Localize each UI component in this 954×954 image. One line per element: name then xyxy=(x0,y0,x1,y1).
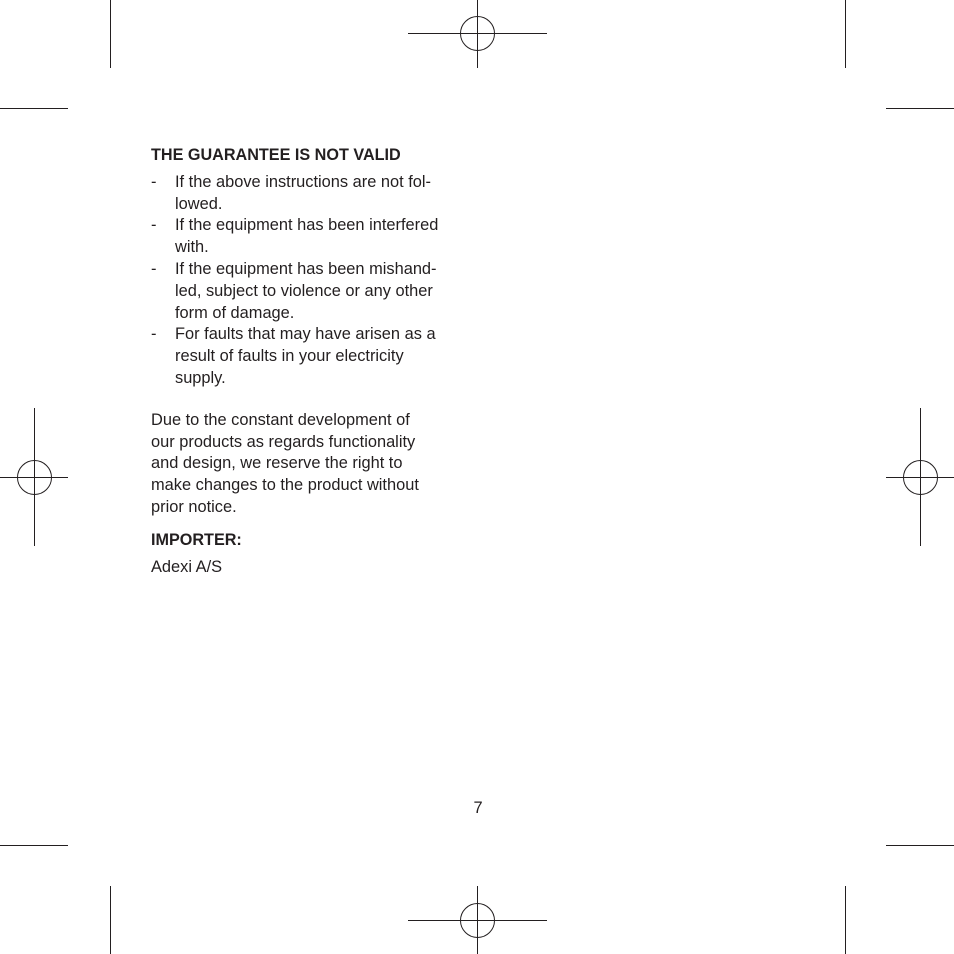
list-item-line: result of faults in your electricity xyxy=(175,347,404,366)
list-item-line: lowed. xyxy=(175,194,223,213)
registration-mark-right xyxy=(886,408,954,546)
registration-mark-left xyxy=(0,408,68,546)
list-item-line: If the equipment has been interfered xyxy=(175,216,439,235)
importer-name: Adexi A/S xyxy=(151,557,223,576)
list-item xyxy=(151,172,461,216)
list-item xyxy=(151,324,461,389)
list-item-line: led, subject to violence or any other xyxy=(175,281,433,300)
list-dash: - xyxy=(151,216,157,235)
notice-line: our products as regards functionality xyxy=(151,432,416,451)
list-item xyxy=(151,259,461,324)
list-item-line: If the equipment has been mishand- xyxy=(175,259,437,278)
list-item xyxy=(151,215,461,259)
page-number: 7 xyxy=(473,799,483,817)
page-content xyxy=(151,145,461,578)
guarantee-heading: THE GUARANTEE IS NOT VALID xyxy=(151,146,401,164)
list-item-line: For faults that may have arisen as a xyxy=(175,325,436,344)
notice-line: make changes to the product without xyxy=(151,476,419,495)
importer-heading: IMPORTER: xyxy=(151,530,242,549)
list-item-line: with. xyxy=(175,238,209,257)
registration-mark-bottom xyxy=(408,886,547,954)
registration-mark-top xyxy=(408,0,547,68)
notice-line: Due to the constant development of xyxy=(151,410,410,429)
list-dash: - xyxy=(151,172,157,191)
list-item-line: If the above instructions are not fol- xyxy=(175,172,432,191)
list-item-line: supply. xyxy=(175,368,226,387)
guarantee-conditions-list xyxy=(151,172,461,390)
list-dash: - xyxy=(151,325,157,344)
notice-line: and design, we reserve the right to xyxy=(151,454,403,473)
product-development-notice xyxy=(151,410,461,519)
list-item-line: form of damage. xyxy=(175,303,295,322)
list-dash: - xyxy=(151,259,157,278)
notice-line: prior notice. xyxy=(151,497,237,516)
